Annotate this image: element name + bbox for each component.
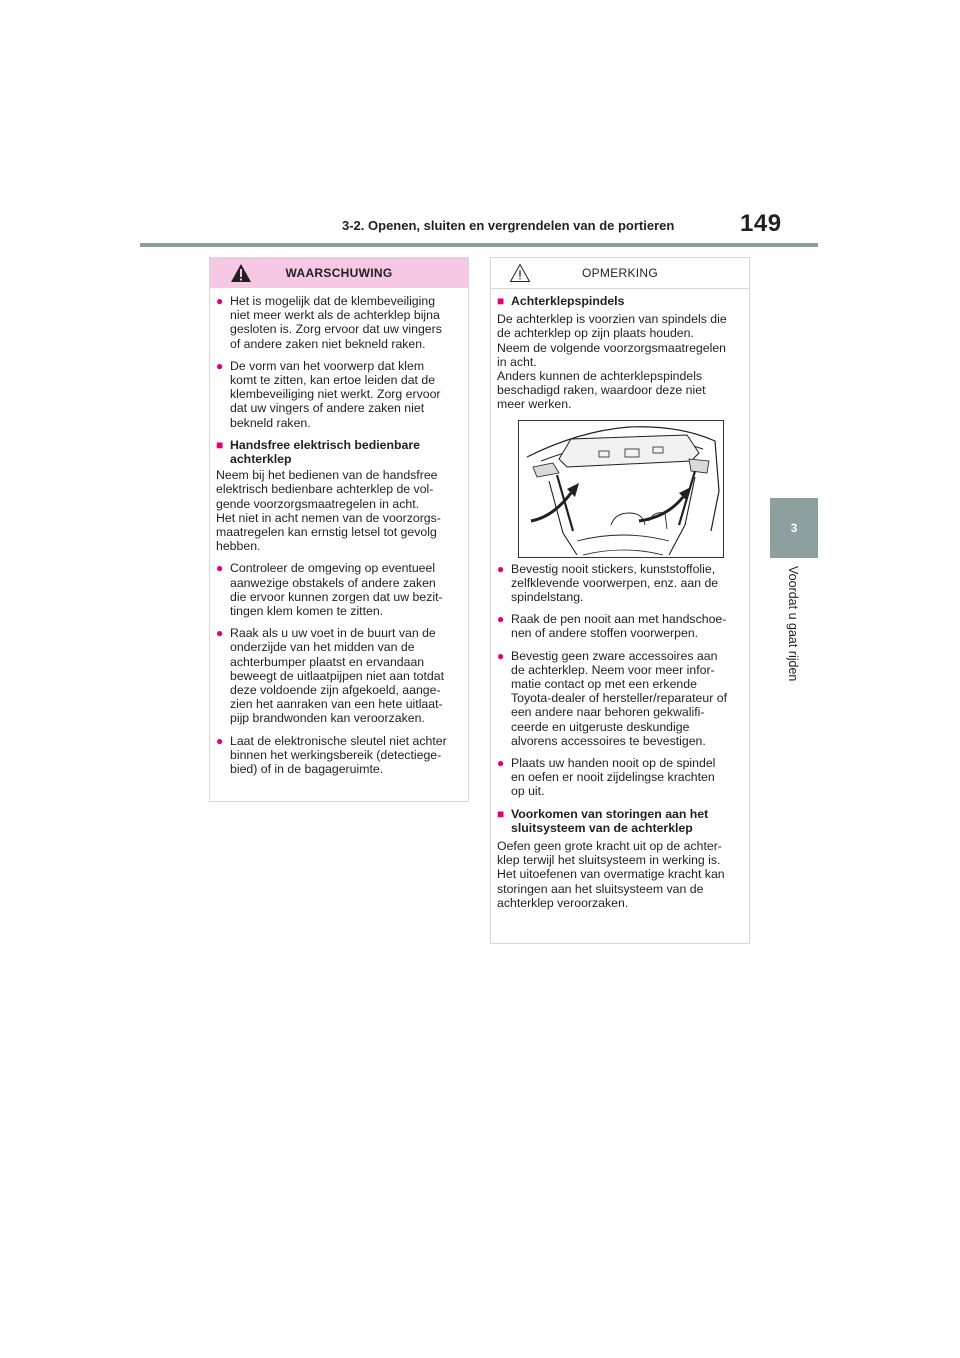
note-title: OPMERKING: [581, 266, 659, 280]
note-bullet: ● Bevestig nooit stickers, kunststoffolie, zelfklevende voorwerpen, enz. aan de spindelstang.: [497, 561, 719, 605]
warning-bullet: ● Controleer de omgeving op eventueel aanwezige obstakels of andere zaken die ervoor kunnen zorgen dat uw bezit- tingen klem komen te zitten.: [216, 561, 443, 619]
page-number: 149: [740, 210, 782, 237]
note-box: [490, 257, 750, 944]
warning-bullet: ● De vorm van het voorwerp dat klem komt te zitten, kan ertoe leiden dat de klembeveiliging niet werkt. Zorg ervoor dat uw vingers of andere zaken niet bekneld raken.: [216, 358, 441, 430]
warning-header: [210, 258, 468, 288]
warning-section-title: ■ Handsfree elektrisch bedienbare achterklep: [216, 437, 420, 467]
section-square-icon: ■: [497, 294, 505, 308]
warning-triangle-icon: [230, 263, 252, 283]
bullet-dot-icon: ●: [497, 561, 505, 576]
bullet-dot-icon: ●: [216, 561, 224, 576]
warning-bullet: ● Raak als u uw voet in de buurt van de onderzijde van het midden van de achterbumper plaatst en ervandaan beweegt de uitlaatpijpen niet aan totdat deze voldoende zijn afgekoeld, aange- zien het aanraken van een hete uitlaat- pijp brandwonden kan veroorzaken.: [216, 626, 444, 726]
note-section-title: ■ Voorkomen van storingen aan het sluitsysteem van de achterklep: [497, 806, 709, 835]
warning-title: WAARSCHUWING: [285, 266, 393, 280]
caution-triangle-icon: [509, 263, 531, 283]
note-section-paragraph: De achterklep is voorzien van spindels die de achterklep op zijn plaats houden. Neem de volgende voorzorgsmaatregelen in acht. Anders kunnen de achterklepspindels beschadigd raken, waardoor deze niet meer werken.: [497, 312, 727, 412]
note-section-paragraph: Oefen geen grote kracht uit op de achter- klep terwijl het sluitsysteem in werking is. Het uitoefenen van overmatige kracht kan storingen aan het sluitsysteem van de achterklep veroorzaken.: [497, 839, 725, 910]
note-section-title: ■ Achterklepspindels: [497, 294, 625, 308]
bullet-dot-icon: ●: [216, 733, 224, 748]
section-square-icon: ■: [216, 437, 224, 452]
bullet-dot-icon: ●: [216, 294, 224, 308]
warning-section-paragraph: Neem bij het bedienen van de handsfree elektrisch bedienbare achterklep de vol- gende voorzorgsmaatregelen in acht. Het niet in acht nemen van de voorzorgs- maatregelen kan ernstig letsel tot gevolg hebben.: [216, 468, 441, 554]
section-title: 3-2. Openen, sluiten en vergrendelen van de portieren: [342, 218, 675, 233]
warning-bullet: ● Laat de elektronische sleutel niet achter binnen het werkingsbereik (detectiege- bied) of in de bagageruimte.: [216, 733, 447, 777]
bullet-dot-icon: ●: [497, 756, 505, 771]
note-bullet: ● Plaats uw handen nooit op de spindel en oefen er nooit zijdelingse krachten op uit.: [497, 756, 716, 799]
header-rule: [140, 243, 818, 247]
warning-bullet: ● Het is mogelijk dat de klembeveiliging niet meer werkt als de achterklep bijna gesloten is. Zorg ervoor dat uw vingers of andere zaken niet bekneld raken.: [216, 294, 442, 351]
chapter-number: 3: [790, 521, 798, 535]
tailgate-spindles-illustration: [518, 420, 724, 558]
bullet-dot-icon: ●: [497, 648, 505, 663]
note-bullet: ● Raak de pen nooit aan met handschoe- nen of andere stoffen voorwerpen.: [497, 612, 727, 641]
warning-box: [209, 257, 469, 802]
note-header: [491, 258, 749, 289]
bullet-dot-icon: ●: [216, 358, 224, 373]
chapter-tab: [770, 498, 818, 558]
chapter-title: Voordat u gaat rijden: [786, 566, 800, 682]
section-square-icon: ■: [497, 806, 505, 821]
note-bullet: ● Bevestig geen zware accessoires aan de achterklep. Neem voor meer infor- matie contact op met een erkende Toyota-dealer of hersteller/reparateur of een andere naar behoren gekwalifi- ceerde en uitgeruste deskundige alvorens accessoires te bevestigen.: [497, 648, 727, 748]
bullet-dot-icon: ●: [497, 612, 505, 627]
bullet-dot-icon: ●: [216, 626, 224, 641]
